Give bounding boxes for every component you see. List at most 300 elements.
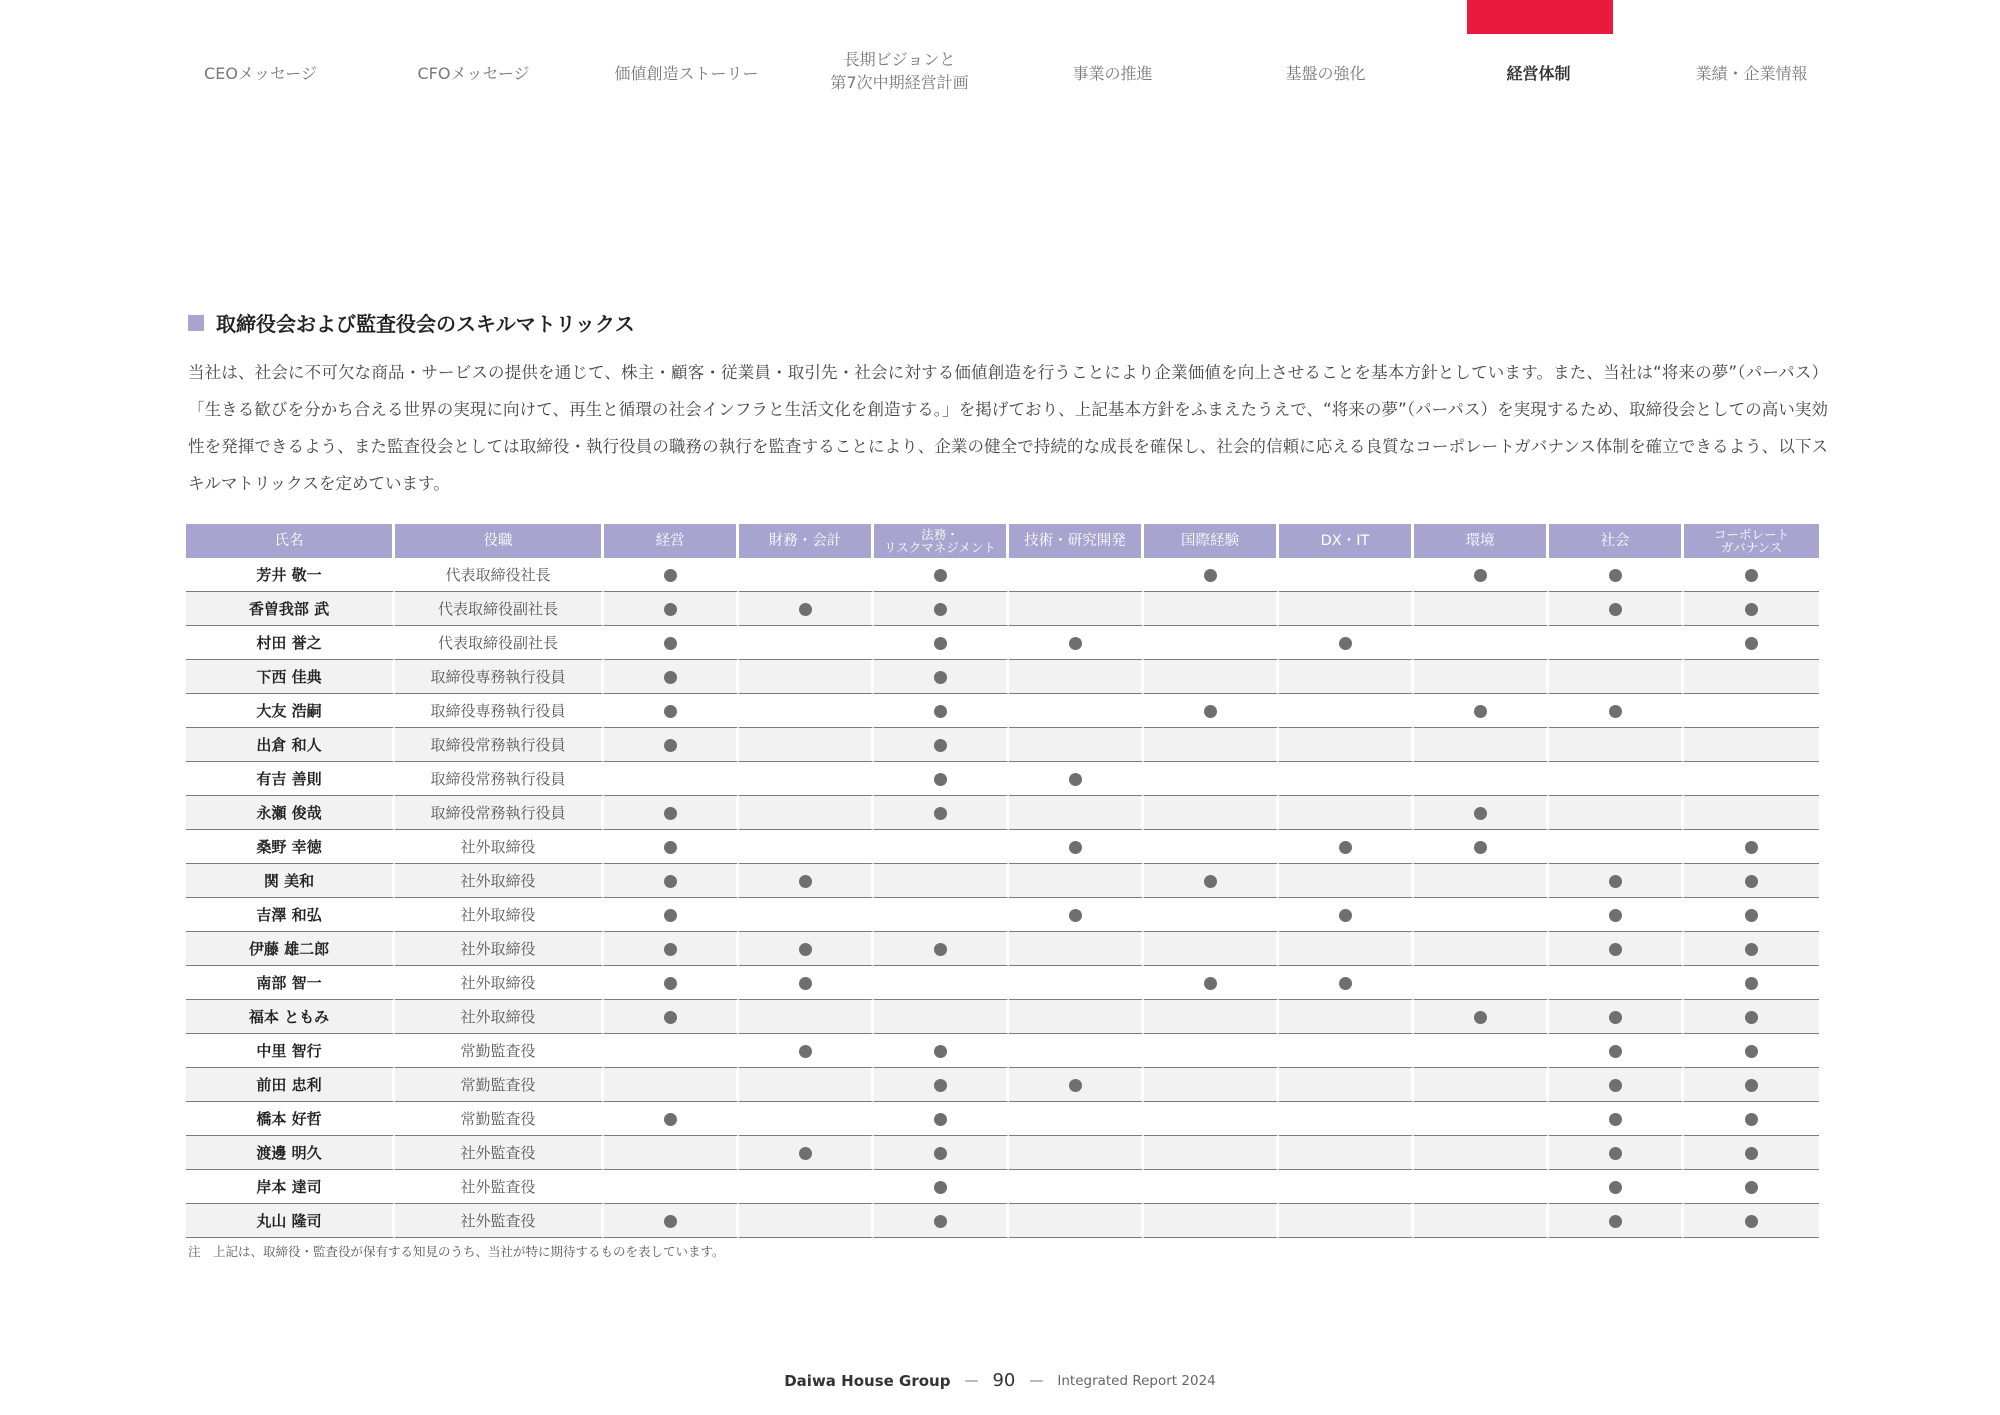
member-name: 芳井 敬一: [186, 558, 395, 592]
skill-dot-icon: [934, 569, 947, 582]
skill-cell: [874, 966, 1009, 1000]
column-header-society: 社会: [1549, 524, 1684, 558]
skill-dot-icon: [1069, 841, 1082, 854]
table-footnote: 注 上記は、取締役・監査役が保有する知見のうち、当社が特に期待するものを表しています。: [188, 1244, 725, 1259]
table-header-row: [186, 524, 1819, 558]
skill-cell: [1144, 626, 1279, 660]
skill-cell: [604, 728, 739, 762]
nav-tab-label: 長期ビジョンと 第7次中期経営計画: [830, 50, 969, 92]
skill-cell: [604, 694, 739, 728]
skill-cell: [1684, 1204, 1819, 1238]
member-role: 社外取締役: [395, 864, 604, 898]
skill-cell: [1144, 1204, 1279, 1238]
skill-dot-icon: [1609, 1113, 1622, 1126]
skill-cell: [874, 762, 1009, 796]
member-name: 出倉 和人: [186, 728, 395, 762]
skill-dot-icon: [1609, 1181, 1622, 1194]
column-header-environment: 環境: [1414, 524, 1549, 558]
skill-cell: [1414, 1204, 1549, 1238]
column-header-legal-risk: 法務・ リスクマネジメント: [874, 524, 1009, 558]
skill-cell: [1549, 864, 1684, 898]
skill-dot-icon: [664, 569, 677, 582]
footer-dash: —: [964, 1372, 979, 1389]
skill-cell: [1414, 898, 1549, 932]
skill-cell: [1684, 558, 1819, 592]
page-number: 90: [992, 1370, 1016, 1391]
table-body: [186, 558, 1819, 1238]
skill-dot-icon: [1745, 875, 1758, 888]
column-header-governance: コーポレート ガバナンス: [1684, 524, 1819, 558]
member-name: 有吉 善則: [186, 762, 395, 796]
skill-cell: [874, 932, 1009, 966]
section-title: 取締役会および監査役会のスキルマトリックス: [216, 312, 635, 336]
table-row: [186, 660, 1819, 694]
skill-cell: [739, 592, 874, 626]
skill-cell: [1684, 1102, 1819, 1136]
skill-cell: [1414, 864, 1549, 898]
skill-cell: [874, 1034, 1009, 1068]
skill-cell: [1009, 1102, 1144, 1136]
skill-cell: [1549, 830, 1684, 864]
skill-cell: [739, 864, 874, 898]
skill-cell: [1279, 898, 1414, 932]
skill-dot-icon: [1745, 1215, 1758, 1228]
member-name: 丸山 隆司: [186, 1204, 395, 1238]
skill-cell: [739, 694, 874, 728]
skill-dot-icon: [1745, 1079, 1758, 1092]
skill-cell: [874, 898, 1009, 932]
table-row: [186, 626, 1819, 660]
member-role: 取締役常務執行役員: [395, 762, 604, 796]
member-name: 渡邊 明久: [186, 1136, 395, 1170]
heading-square-icon: [188, 315, 204, 331]
table-row: [186, 1136, 1819, 1170]
skill-dot-icon: [664, 705, 677, 718]
nav-tab-management[interactable]: [1432, 0, 1645, 110]
column-header-technology: 技術・研究開発: [1009, 524, 1144, 558]
member-name: 伊藤 雄二郎: [186, 932, 395, 966]
skill-cell: [1009, 1170, 1144, 1204]
skill-cell: [604, 966, 739, 1000]
member-name: 大友 浩嗣: [186, 694, 395, 728]
skill-dot-icon: [1609, 1147, 1622, 1160]
skill-cell: [1549, 558, 1684, 592]
skill-cell: [1009, 558, 1144, 592]
nav-tab-ceo-message[interactable]: [154, 0, 367, 110]
skill-cell: [874, 864, 1009, 898]
skill-cell: [1009, 966, 1144, 1000]
skill-dot-icon: [934, 637, 947, 650]
member-name: 関 美和: [186, 864, 395, 898]
skill-cell: [739, 932, 874, 966]
member-role: 代表取締役副社長: [395, 626, 604, 660]
skill-cell: [739, 966, 874, 1000]
skill-dot-icon: [1069, 1079, 1082, 1092]
table-row: [186, 592, 1819, 626]
skill-cell: [1279, 1136, 1414, 1170]
skill-cell: [1279, 728, 1414, 762]
skill-cell: [1009, 864, 1144, 898]
skill-cell: [1144, 660, 1279, 694]
skill-dot-icon: [934, 739, 947, 752]
skill-cell: [604, 898, 739, 932]
skill-dot-icon: [934, 1045, 947, 1058]
skill-cell: [1144, 694, 1279, 728]
skill-cell: [1549, 932, 1684, 966]
skill-dot-icon: [799, 1045, 812, 1058]
table-row: [186, 762, 1819, 796]
skill-cell: [604, 1000, 739, 1034]
skill-dot-icon: [934, 671, 947, 684]
table-row: [186, 830, 1819, 864]
skill-cell: [1009, 660, 1144, 694]
member-name: 前田 忠利: [186, 1068, 395, 1102]
member-role: 社外取締役: [395, 898, 604, 932]
skill-dot-icon: [1069, 909, 1082, 922]
nav-tab-performance[interactable]: [1645, 0, 1858, 110]
member-role: 取締役専務執行役員: [395, 660, 604, 694]
skill-cell: [1414, 796, 1549, 830]
skill-dot-icon: [934, 1215, 947, 1228]
skill-cell: [874, 592, 1009, 626]
skill-cell: [604, 1170, 739, 1204]
nav-tab-label: CFOメッセージ: [417, 63, 530, 83]
skill-cell: [1684, 932, 1819, 966]
skill-cell: [1279, 966, 1414, 1000]
member-role: 社外取締役: [395, 932, 604, 966]
page-footer: [0, 1370, 2000, 1391]
skill-cell: [1009, 796, 1144, 830]
skill-cell: [1414, 966, 1549, 1000]
table-row: [186, 694, 1819, 728]
skill-dot-icon: [1745, 637, 1758, 650]
table-row: [186, 1204, 1819, 1238]
table-row: [186, 1034, 1819, 1068]
skill-dot-icon: [1609, 569, 1622, 582]
skill-dot-icon: [1745, 1147, 1758, 1160]
skill-cell: [1009, 762, 1144, 796]
skill-cell: [739, 762, 874, 796]
skill-cell: [874, 1136, 1009, 1170]
skill-cell: [1414, 728, 1549, 762]
skill-cell: [1279, 694, 1414, 728]
skill-cell: [1549, 1034, 1684, 1068]
skill-cell: [1414, 932, 1549, 966]
skill-cell: [1684, 830, 1819, 864]
skill-cell: [1009, 694, 1144, 728]
skill-cell: [1549, 1000, 1684, 1034]
skill-cell: [874, 1000, 1009, 1034]
skill-cell: [1144, 830, 1279, 864]
skill-cell: [604, 1068, 739, 1102]
member-role: 常勤監査役: [395, 1034, 604, 1068]
table-row: [186, 1068, 1819, 1102]
skill-cell: [1009, 932, 1144, 966]
skill-dot-icon: [934, 773, 947, 786]
skill-dot-icon: [934, 1113, 947, 1126]
nav-tab-long-term-vision[interactable]: [793, 0, 1006, 110]
skill-cell: [874, 728, 1009, 762]
skill-cell: [874, 1170, 1009, 1204]
skill-cell: [1144, 1170, 1279, 1204]
skill-cell: [1549, 694, 1684, 728]
member-name: 香曽我部 武: [186, 592, 395, 626]
skill-cell: [1279, 1034, 1414, 1068]
skill-dot-icon: [1474, 705, 1487, 718]
member-name: 村田 誉之: [186, 626, 395, 660]
skill-dot-icon: [1609, 875, 1622, 888]
skill-dot-icon: [664, 1011, 677, 1024]
skill-cell: [604, 1136, 739, 1170]
skill-cell: [604, 1102, 739, 1136]
skill-dot-icon: [1204, 569, 1217, 582]
skill-cell: [1144, 1000, 1279, 1034]
skill-cell: [1549, 796, 1684, 830]
skill-cell: [1279, 796, 1414, 830]
skill-dot-icon: [664, 875, 677, 888]
skill-dot-icon: [799, 943, 812, 956]
skill-cell: [1009, 830, 1144, 864]
skill-cell: [1549, 966, 1684, 1000]
nav-tab-label: 経営体制: [1506, 63, 1571, 83]
column-header-role: 役職: [395, 524, 604, 558]
nav-tab-cfo-message[interactable]: [367, 0, 580, 110]
skill-dot-icon: [1745, 1181, 1758, 1194]
skill-cell: [1009, 1034, 1144, 1068]
nav-tab-label: 価値創造ストーリー: [614, 63, 759, 83]
skill-dot-icon: [799, 875, 812, 888]
member-name: 岸本 達司: [186, 1170, 395, 1204]
skill-cell: [1279, 558, 1414, 592]
member-name: 橋本 好哲: [186, 1102, 395, 1136]
skill-cell: [1279, 1170, 1414, 1204]
skill-dot-icon: [799, 1147, 812, 1160]
member-name: 下西 佳典: [186, 660, 395, 694]
nav-tab-business-promotion[interactable]: [1006, 0, 1219, 110]
skill-cell: [604, 796, 739, 830]
skill-cell: [604, 932, 739, 966]
member-name: 中里 智行: [186, 1034, 395, 1068]
skill-dot-icon: [1745, 569, 1758, 582]
skill-cell: [1279, 932, 1414, 966]
skill-dot-icon: [664, 807, 677, 820]
intro-paragraph: 当社は、社会に不可欠な商品・サービスの提供を通じて、株主・顧客・従業員・取引先・社会に対する価値創造を行うことにより企業価値を向上させることを基本方針としています。また、当社は“将来の夢”（パーパス）「生きる歓びを分かち合える世界の実現に向けて、再生と循環の社会インフラと生活文化を創造する。」を掲げており、上記基本方針をふまえたうえで、“将来の夢”（パーパス）を実現するため、取締役会としての高い実効性を発揮できるよう、また監査役会としては取締役・執行役員の職務の執行を監査することにより、企業の健全で持続的な成長を確保し、社会的信頼に応える良質なコーポレートガバナンス体制を確立できるよう、以下スキルマトリックスを定めています。: [188, 363, 1828, 493]
skill-cell: [1144, 1102, 1279, 1136]
member-role: 代表取締役社長: [395, 558, 604, 592]
nav-tab-value-creation[interactable]: [580, 0, 793, 110]
nav-tab-foundation[interactable]: [1219, 0, 1432, 110]
skill-matrix-table: [186, 524, 1819, 1238]
skill-cell: [874, 660, 1009, 694]
skill-dot-icon: [1745, 977, 1758, 990]
skill-dot-icon: [934, 943, 947, 956]
skill-dot-icon: [1609, 705, 1622, 718]
member-role: 代表取締役副社長: [395, 592, 604, 626]
table-row: [186, 1170, 1819, 1204]
skill-dot-icon: [1609, 603, 1622, 616]
skill-cell: [604, 558, 739, 592]
member-name: 永瀬 俊哉: [186, 796, 395, 830]
section-heading: [188, 308, 635, 337]
skill-dot-icon: [664, 603, 677, 616]
nav-tab-label: CEOメッセージ: [204, 63, 317, 83]
skill-cell: [1144, 932, 1279, 966]
skill-dot-icon: [1204, 875, 1217, 888]
skill-dot-icon: [664, 671, 677, 684]
skill-dot-icon: [1745, 909, 1758, 922]
skill-dot-icon: [1745, 841, 1758, 854]
skill-dot-icon: [1339, 841, 1352, 854]
skill-dot-icon: [664, 943, 677, 956]
nav-tab-label: 基盤の強化: [1285, 63, 1366, 83]
skill-cell: [1684, 1170, 1819, 1204]
skill-cell: [1144, 762, 1279, 796]
skill-cell: [1414, 694, 1549, 728]
column-header-name: 氏名: [186, 524, 395, 558]
skill-cell: [1684, 796, 1819, 830]
member-name: 吉澤 和弘: [186, 898, 395, 932]
skill-cell: [1414, 1136, 1549, 1170]
skill-cell: [604, 626, 739, 660]
skill-dot-icon: [934, 1079, 947, 1092]
skill-cell: [1414, 1034, 1549, 1068]
skill-cell: [1279, 1068, 1414, 1102]
skill-cell: [874, 1068, 1009, 1102]
nav-tab-label: 業績・企業情報: [1695, 63, 1808, 83]
skill-cell: [1414, 1000, 1549, 1034]
skill-cell: [739, 558, 874, 592]
skill-dot-icon: [1474, 569, 1487, 582]
table-row: [186, 932, 1819, 966]
skill-cell: [1144, 966, 1279, 1000]
skill-cell: [1549, 1170, 1684, 1204]
nav-tab-label: 事業の推進: [1072, 63, 1153, 83]
skill-cell: [1279, 830, 1414, 864]
skill-cell: [1009, 626, 1144, 660]
skill-cell: [1549, 1136, 1684, 1170]
skill-dot-icon: [799, 977, 812, 990]
skill-dot-icon: [934, 705, 947, 718]
skill-dot-icon: [934, 807, 947, 820]
footer-dash: —: [1029, 1372, 1044, 1389]
skill-cell: [604, 864, 739, 898]
skill-cell: [1009, 1136, 1144, 1170]
skill-cell: [1684, 1068, 1819, 1102]
skill-cell: [739, 1000, 874, 1034]
skill-cell: [1279, 762, 1414, 796]
skill-dot-icon: [1069, 773, 1082, 786]
skill-dot-icon: [664, 637, 677, 650]
skill-cell: [1414, 1068, 1549, 1102]
skill-cell: [1684, 1000, 1819, 1034]
skill-cell: [1414, 592, 1549, 626]
skill-dot-icon: [934, 603, 947, 616]
skill-cell: [1549, 762, 1684, 796]
table-row: [186, 864, 1819, 898]
skill-dot-icon: [664, 909, 677, 922]
skill-cell: [874, 796, 1009, 830]
skill-cell: [1684, 626, 1819, 660]
skill-cell: [739, 1102, 874, 1136]
skill-cell: [874, 1102, 1009, 1136]
skill-dot-icon: [664, 1113, 677, 1126]
table-row: [186, 1102, 1819, 1136]
skill-cell: [604, 1204, 739, 1238]
skill-cell: [739, 796, 874, 830]
skill-cell: [1684, 966, 1819, 1000]
skill-cell: [1414, 626, 1549, 660]
skill-cell: [1279, 592, 1414, 626]
table-row: [186, 898, 1819, 932]
member-role: 社外監査役: [395, 1170, 604, 1204]
skill-cell: [1009, 1204, 1144, 1238]
skill-cell: [1684, 660, 1819, 694]
skill-cell: [1144, 728, 1279, 762]
table-row: [186, 1000, 1819, 1034]
skill-cell: [1279, 864, 1414, 898]
skill-cell: [874, 830, 1009, 864]
skill-cell: [739, 830, 874, 864]
skill-cell: [1414, 1170, 1549, 1204]
skill-dot-icon: [1609, 1045, 1622, 1058]
skill-cell: [1684, 694, 1819, 728]
skill-dot-icon: [934, 1147, 947, 1160]
skill-dot-icon: [1474, 807, 1487, 820]
skill-dot-icon: [1745, 1011, 1758, 1024]
member-role: 常勤監査役: [395, 1102, 604, 1136]
skill-cell: [1684, 898, 1819, 932]
skill-dot-icon: [1609, 1079, 1622, 1092]
skill-cell: [1009, 1068, 1144, 1102]
skill-dot-icon: [1339, 977, 1352, 990]
footer-report-title: Integrated Report 2024: [1057, 1372, 1216, 1389]
skill-dot-icon: [1745, 1045, 1758, 1058]
skill-cell: [1144, 1136, 1279, 1170]
skill-cell: [1684, 864, 1819, 898]
skill-dot-icon: [1339, 909, 1352, 922]
skill-cell: [739, 1068, 874, 1102]
skill-cell: [1549, 1068, 1684, 1102]
member-role: 社外監査役: [395, 1204, 604, 1238]
skill-cell: [739, 1136, 874, 1170]
top-navigation: [0, 0, 2000, 110]
skill-cell: [1144, 558, 1279, 592]
skill-cell: [1279, 626, 1414, 660]
skill-cell: [1414, 762, 1549, 796]
skill-cell: [1144, 864, 1279, 898]
skill-dot-icon: [1204, 705, 1217, 718]
skill-cell: [1009, 898, 1144, 932]
skill-cell: [1144, 796, 1279, 830]
skill-cell: [739, 1170, 874, 1204]
skill-cell: [739, 728, 874, 762]
skill-cell: [739, 626, 874, 660]
skill-cell: [739, 1204, 874, 1238]
member-role: 取締役常務執行役員: [395, 728, 604, 762]
skill-dot-icon: [1745, 1113, 1758, 1126]
member-role: 取締役常務執行役員: [395, 796, 604, 830]
skill-dot-icon: [1609, 943, 1622, 956]
skill-cell: [604, 660, 739, 694]
skill-cell: [1549, 660, 1684, 694]
skill-cell: [1684, 1034, 1819, 1068]
skill-cell: [739, 1034, 874, 1068]
skill-cell: [1144, 898, 1279, 932]
skill-dot-icon: [1609, 1215, 1622, 1228]
skill-dot-icon: [1609, 909, 1622, 922]
skill-cell: [1549, 728, 1684, 762]
skill-cell: [1009, 728, 1144, 762]
